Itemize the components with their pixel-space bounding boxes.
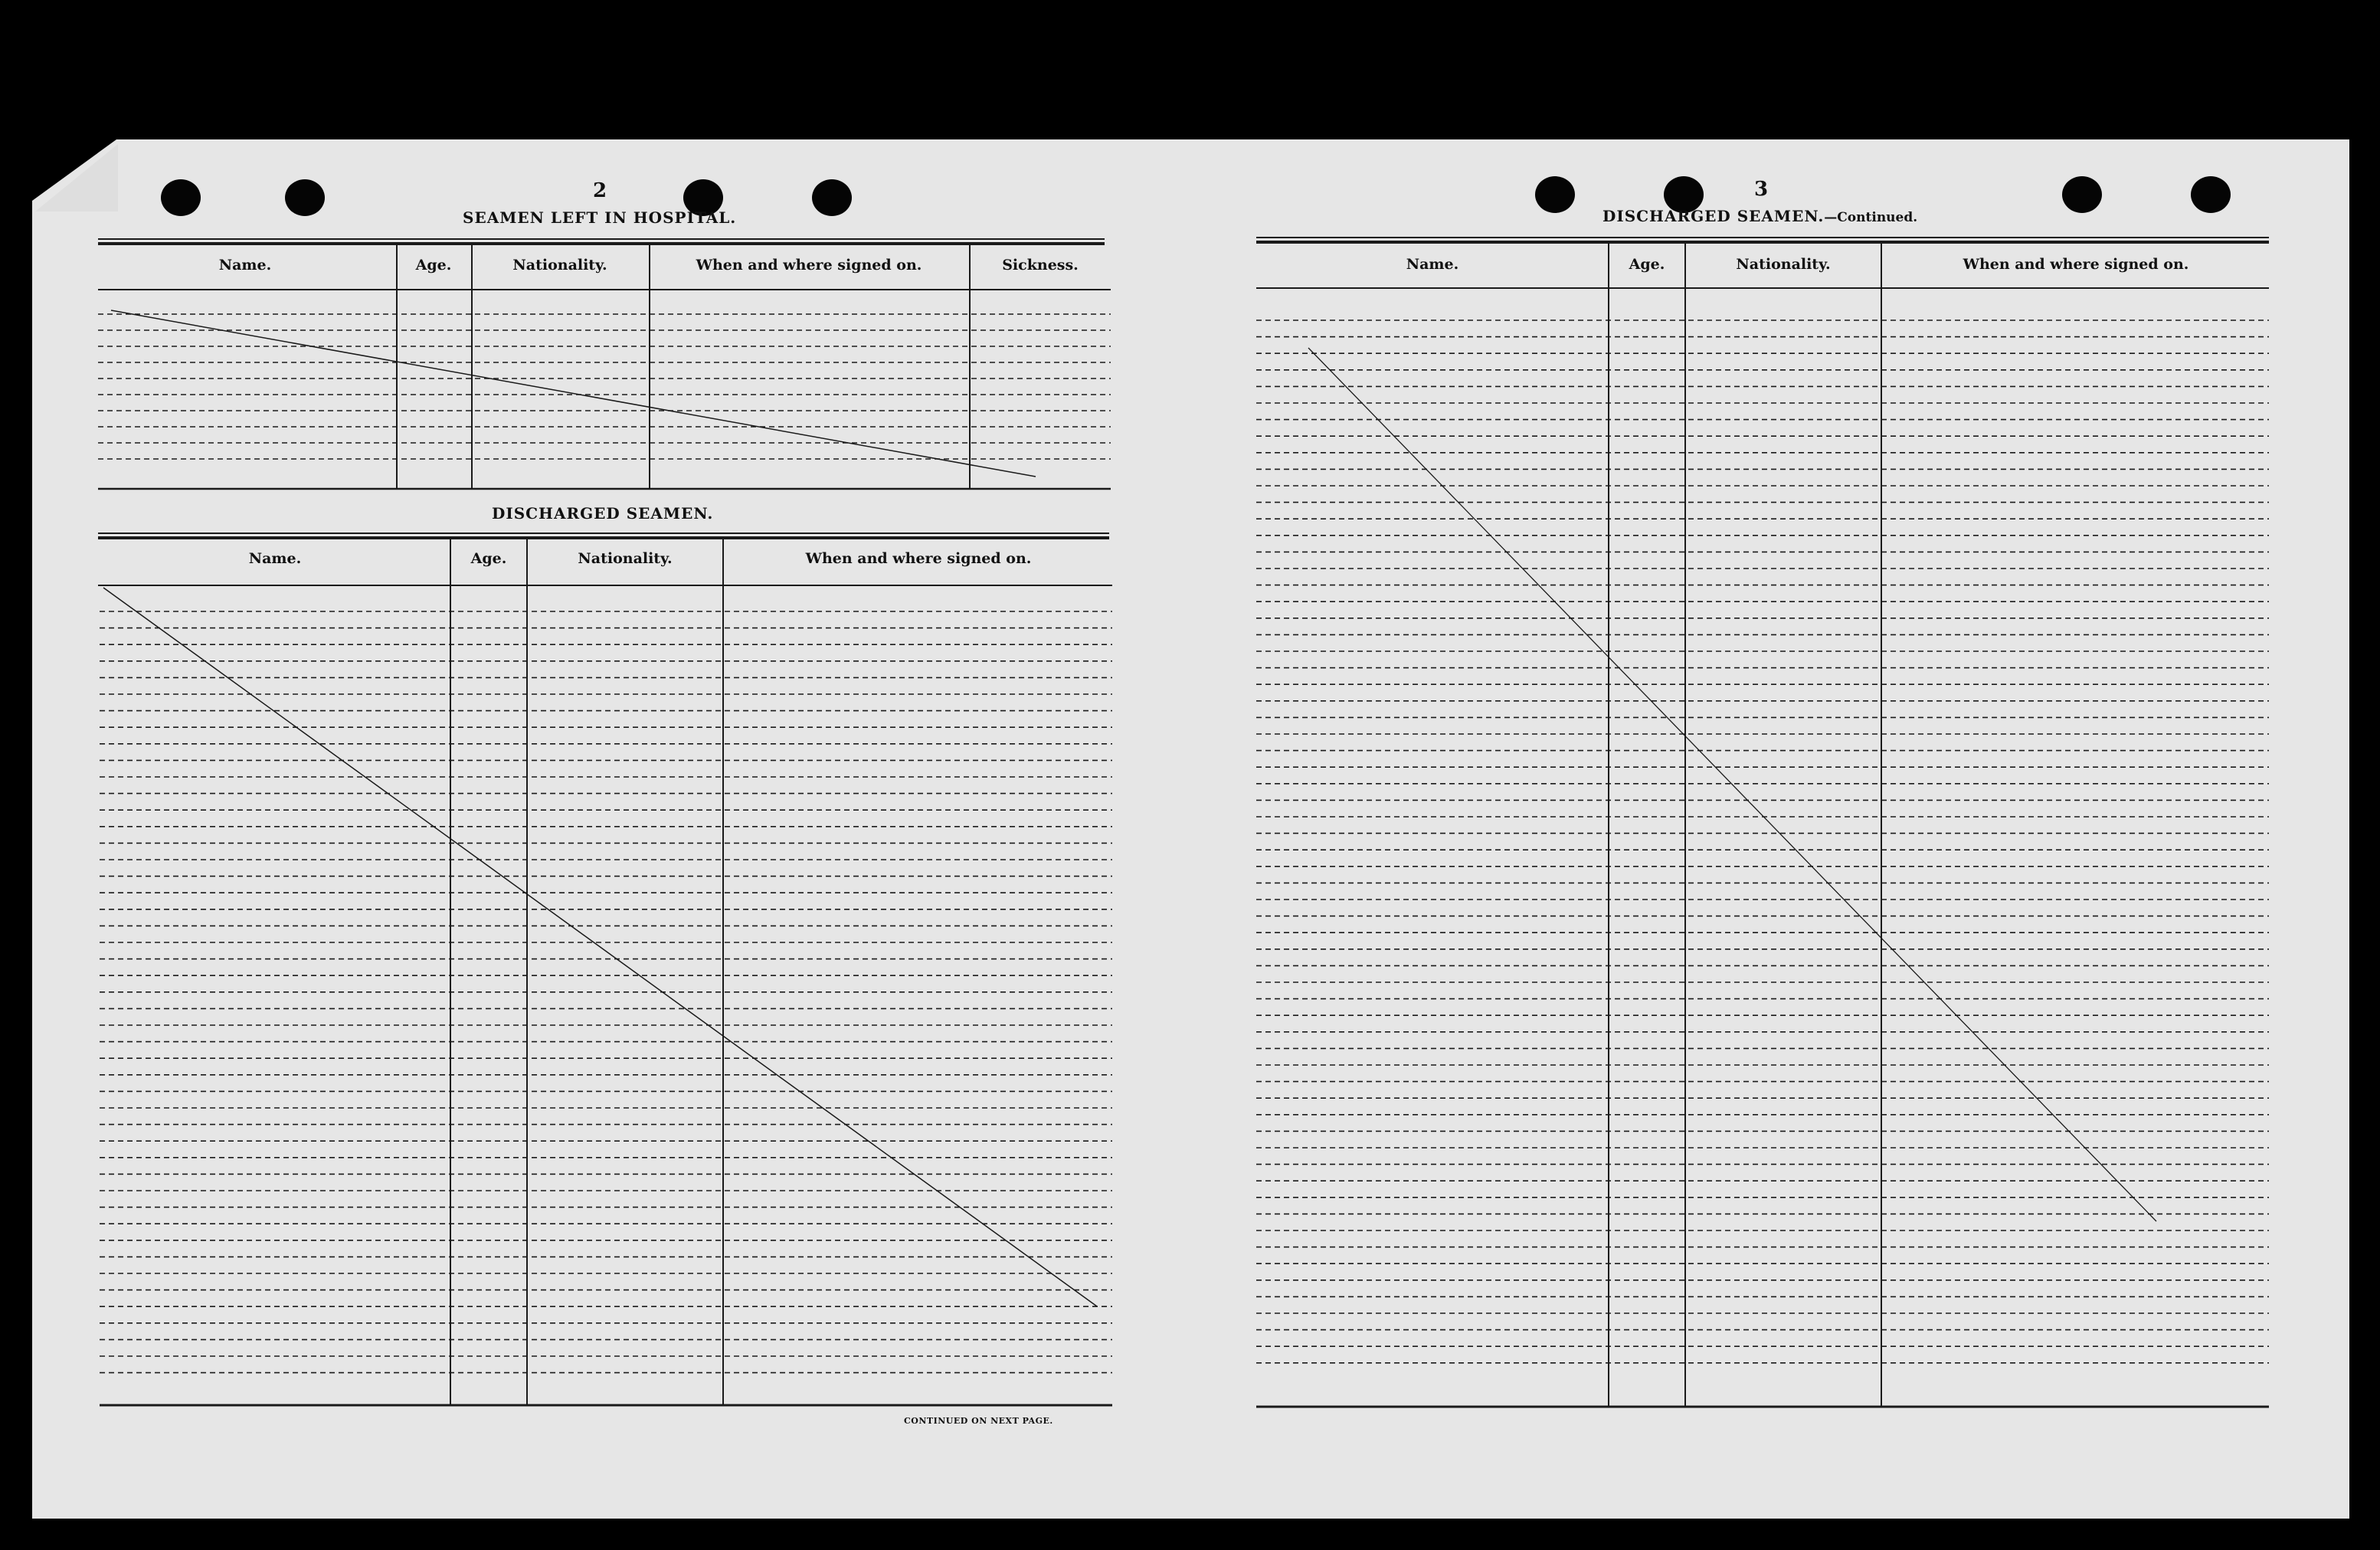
hospital-strike-line (111, 310, 1036, 477)
hospital-col-age: Age. (415, 257, 452, 274)
discharged-strike-line (103, 588, 1097, 1306)
right-col-signed-on: When and where signed on. (1963, 256, 2189, 273)
discharged-col-age: Age. (470, 550, 507, 567)
right-col-name: Name. (1406, 256, 1459, 273)
discharged-continued-title (1602, 207, 1917, 225)
page-number-left: 2 (593, 179, 607, 202)
discharged-section-title: DISCHARGED SEAMEN. (492, 504, 714, 523)
right-col-age: Age. (1629, 256, 1665, 273)
discharged-col-name: Name. (248, 550, 302, 567)
page-number-right: 3 (1754, 178, 1769, 201)
discharged-col-nationality: Nationality. (578, 550, 673, 567)
discharged-col-signed-on: When and where signed on. (805, 550, 1032, 567)
continued-suffix: —Continued. (1824, 210, 1918, 225)
hospital-col-nationality: Nationality. (512, 257, 607, 274)
right-col-nationality: Nationality. (1736, 256, 1831, 273)
continued-footer: CONTINUED ON NEXT PAGE. (904, 1416, 1053, 1426)
right-strike-line (1308, 348, 2156, 1221)
hospital-section-title: SEAMEN LEFT IN HOSPITAL. (463, 208, 737, 227)
discharged-continued-title-text: DISCHARGED SEAMEN. (1602, 207, 1825, 225)
hospital-col-name: Name. (218, 257, 272, 274)
hospital-col-sickness: Sickness. (1002, 257, 1079, 274)
hospital-col-signed-on: When and where signed on. (696, 257, 922, 274)
